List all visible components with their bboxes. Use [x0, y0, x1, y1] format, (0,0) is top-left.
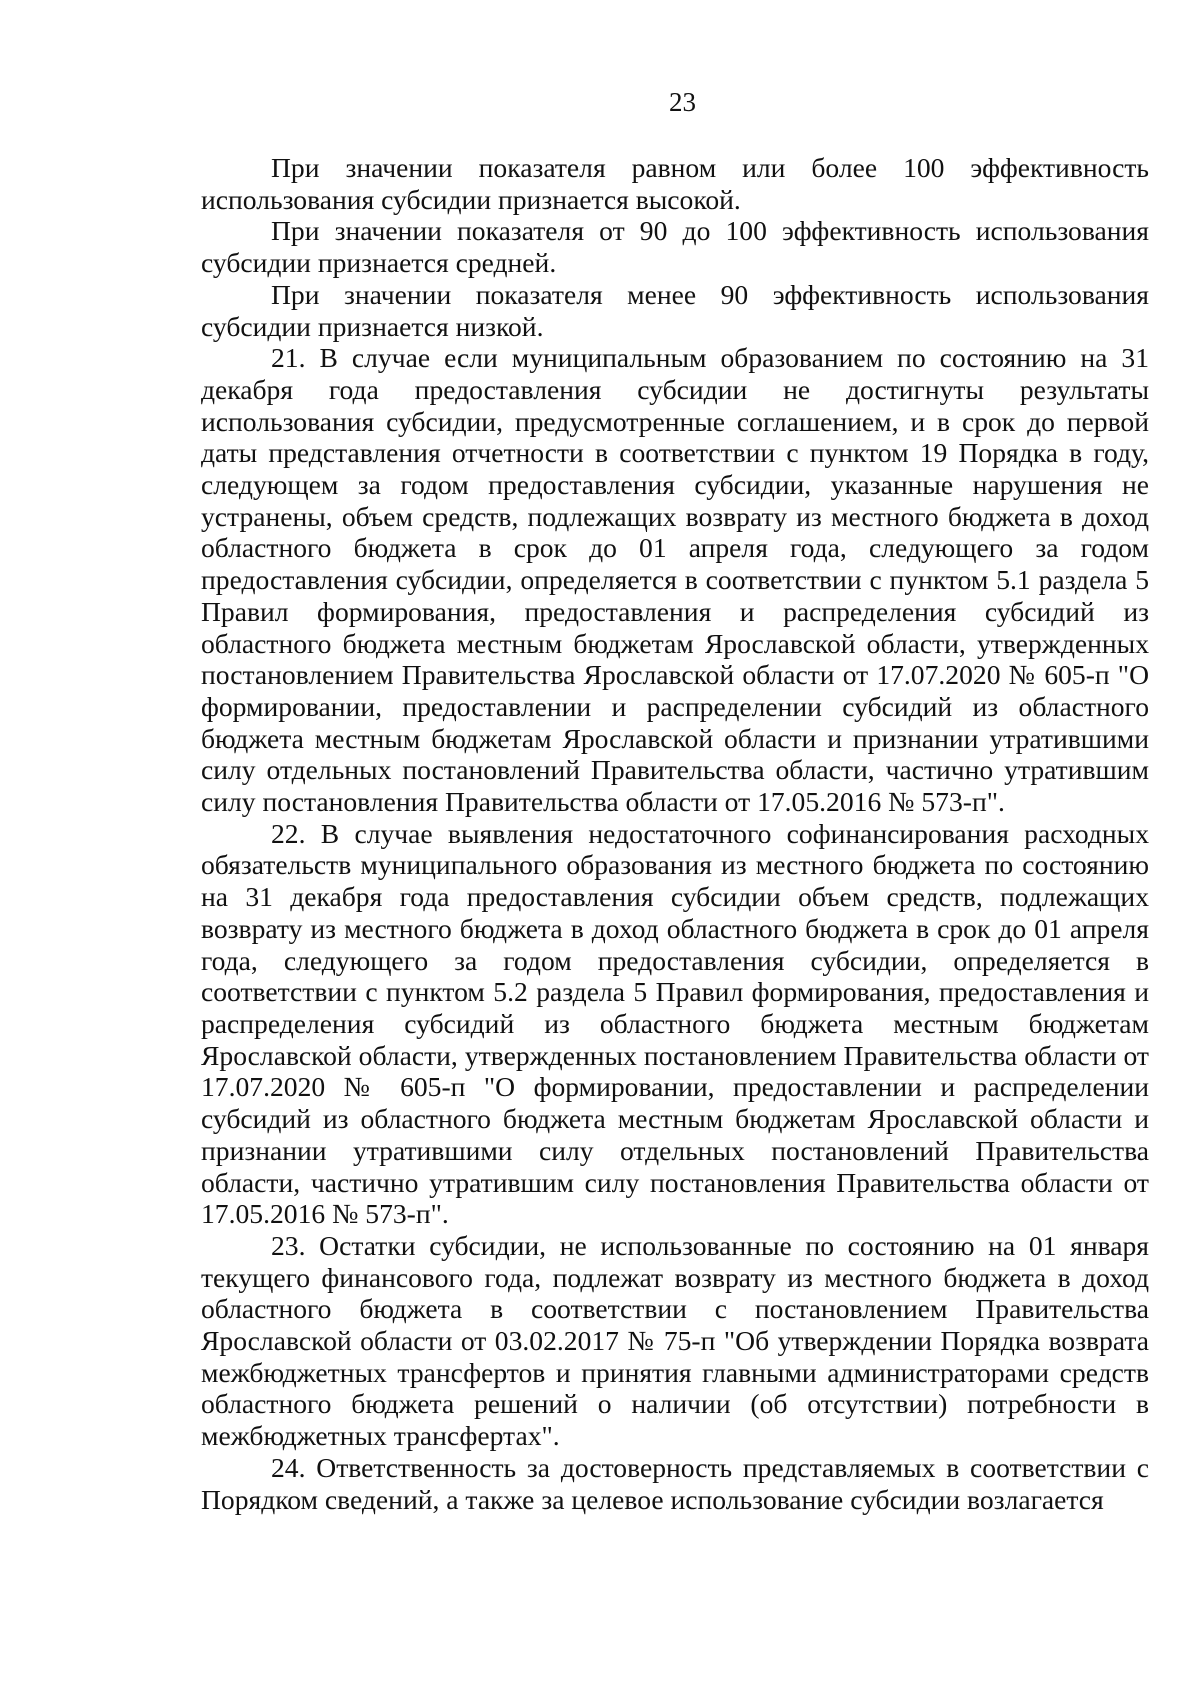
paragraph-efficiency-high: При значении показателя равном или более 100 эффективность использования субсидии признается высокой. — [201, 152, 1149, 215]
document-body — [201, 152, 1149, 1515]
paragraph-clause-21: 21. В случае если муниципальным образованием по состоянию на 31 декабря года предоставления субсидии не достигнуты результаты использования субсидии, предусмотренные соглашением, и в срок до первой даты представления отчетности в соответствии с пунктом 19 Порядка в году, следующем за годом предоставления субсидии, указанные нарушения не устранены, объем средств, подлежащих возврату из местного бюджета в доход областного бюджета в срок до 01 апреля года, следующего за годом предоставления субсидии, определяется в соответствии с пунктом 5.1 раздела 5 Правил формирования, предоставления и распределения субсидий из областного бюджета местным бюджетам Ярославской области, утвержденных постановлением Правительства Ярославской области от 17.07.2020 № 605-п "О формировании, предоставлении и распределении субсидий из областного бюджета местным бюджетам Ярославской области и признании утратившими силу отдельных постановлений Правительства области, частично утратившим силу постановления Правительства области от 17.05.2016 № 573-п". — [201, 342, 1149, 818]
paragraph-clause-22: 22. В случае выявления недостаточного софинансирования расходных обязательств муниципального образования из местного бюджета по состоянию на 31 декабря года предоставления субсидии объем средств, подлежащих возврату из местного бюджета в доход областного бюджета в срок до 01 апреля года, следующего за годом предоставления субсидии, определяется в соответствии с пунктом 5.2 раздела 5 Правил формирования, предоставления и распределения субсидий из областного бюджета местным бюджетам Ярославской области, утвержденных постановлением Правительства области от 17.07.2020 № 605-п "О формировании, предоставлении и распределении субсидий из областного бюджета местным бюджетам Ярославской области и признании утратившими силу отдельных постановлений Правительства области, частично утратившим силу постановления Правительства области от 17.05.2016 № 573-п". — [201, 817, 1149, 1230]
paragraph-clause-23: 23. Остатки субсидии, не использованные по состоянию на 01 января текущего финансового года, подлежат возврату из местного бюджета в доход областного бюджета в соответствии с постановлением Правительства Ярославской области от 03.02.2017 № 75-п "Об утверждении Порядка возврата межбюджетных трансфертов и принятия главными администраторами средств областного бюджета решений о наличии (об отсутствии) потребности в межбюджетных трансфертах". — [201, 1229, 1149, 1452]
paragraph-efficiency-low: При значении показателя менее 90 эффективность использования субсидии признается низкой. — [201, 278, 1149, 342]
paragraph-efficiency-medium: При значении показателя от 90 до 100 эффективность использования субсидии признается средней. — [201, 215, 1149, 279]
paragraph-clause-24: 24. Ответственность за достоверность представляемых в соответствии с Порядком сведений, а также за целевое использование субсидии возлагается — [201, 1451, 1149, 1515]
page-number: 23 — [669, 87, 696, 117]
